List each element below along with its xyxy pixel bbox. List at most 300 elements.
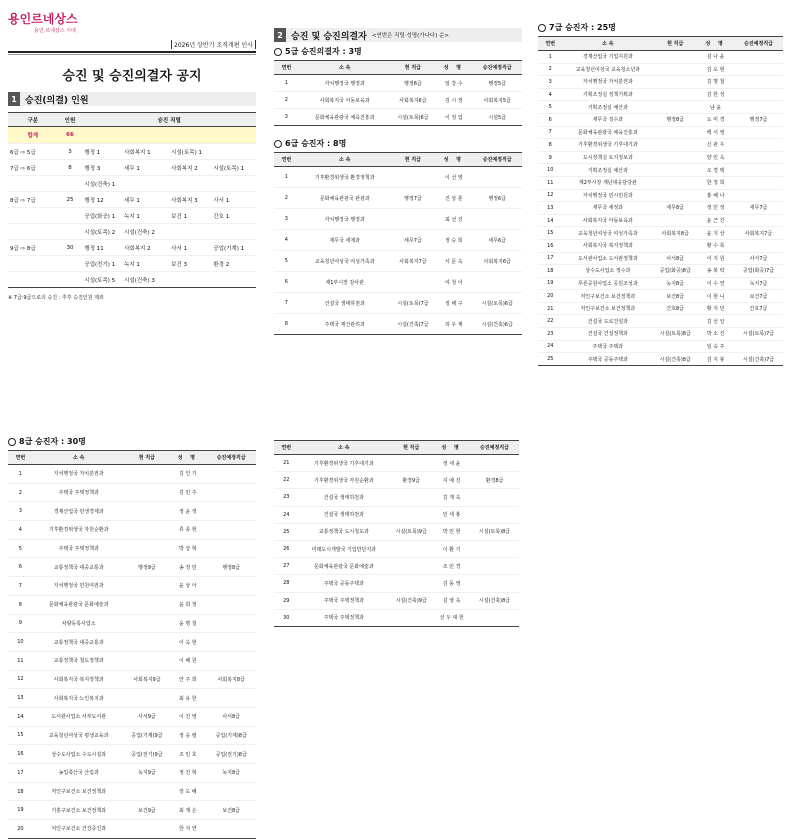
row-dept: 자치행정국 자치분권과 [33, 465, 125, 484]
row-name: 김 동 영 [433, 575, 470, 592]
row-target [470, 575, 519, 592]
row-name: 이 진 영 [169, 707, 206, 726]
row-target: 공업(전기)8급 [206, 745, 256, 764]
row-target: 행정6급 [472, 188, 522, 209]
row-grade [125, 614, 170, 633]
row-no: 7 [8, 577, 33, 596]
table-row [274, 92, 522, 109]
grade5-grade6-page [274, 28, 522, 368]
row-dept: 자치행정국 민시민원과 [563, 189, 654, 202]
row-grade [653, 189, 697, 202]
row-no: 4 [274, 230, 299, 251]
row-dept: 미래도시개발국 기업반단지과 [299, 540, 390, 557]
row-target: 사서8급 [206, 707, 256, 726]
row-grade [653, 239, 697, 252]
row-grade [391, 272, 436, 293]
col-grade: 현 직급 [125, 451, 170, 465]
row-name: 윤 지 상 [697, 227, 734, 240]
table-row [274, 609, 519, 626]
row-target: 녹지7급 [734, 277, 783, 290]
row-no: 5 [538, 101, 563, 114]
row-name: 신 관 우 [697, 139, 734, 152]
summary-grade: 9급 ⇨ 8급 [8, 240, 58, 256]
row-target: 사회복지6급 [472, 251, 522, 272]
row-grade [653, 176, 697, 189]
row-target [206, 577, 256, 596]
table-row [274, 209, 522, 230]
row-no: 2 [274, 188, 299, 209]
row-name: 박 민 현 [433, 523, 470, 540]
row-no: 21 [274, 455, 299, 472]
row-name: 임 강 수 [435, 75, 472, 92]
summary-position: 시설(토목) 5 [82, 272, 122, 288]
row-no: 16 [8, 745, 33, 764]
row-no: 21 [538, 302, 563, 315]
summary-position: 녹지 1 [122, 256, 169, 272]
row-grade [653, 164, 697, 177]
row-name: 홍 혜 나 [697, 189, 734, 202]
col-no: 연번 [274, 153, 299, 167]
row-grade [125, 595, 170, 614]
row-grade [653, 88, 697, 101]
summary-count: 3 [58, 144, 83, 160]
row-target: 시설(토목)7급 [734, 328, 783, 341]
summary-position: 녹지 1 [122, 208, 169, 224]
table-row [274, 523, 519, 540]
grade5-table [274, 60, 522, 126]
table-row [538, 214, 783, 227]
row-name: 남 윤 [697, 101, 734, 114]
table-row [538, 88, 783, 101]
row-name: 장 도 혜 [169, 782, 206, 801]
row-dept: 제1부시장 감사관 [299, 272, 391, 293]
table-row [8, 483, 256, 502]
row-target [734, 88, 783, 101]
row-grade: 시설(토목)8급 [653, 328, 697, 341]
summary-position: 사서 1 [169, 240, 211, 256]
row-no: 15 [8, 726, 33, 745]
row-dept: 주택국 공동주택과 [299, 575, 390, 592]
table-row [8, 595, 256, 614]
total-label: 합계 [8, 127, 58, 144]
row-grade [653, 315, 697, 328]
table-row [274, 109, 522, 126]
summary-row [8, 272, 256, 288]
row-name: 황 지 민 [697, 302, 734, 315]
row-name: 서 문 옥 [435, 251, 472, 272]
row-name: 최 선 진 [435, 209, 472, 230]
table-row [274, 314, 522, 335]
row-name: 윤 희 정 [169, 595, 206, 614]
grade7-title: 7급 승진자 : 25명 [549, 23, 616, 32]
row-dept: 기흥구보건소 보건정책과 [33, 801, 125, 820]
row-target: 공업(기계)8급 [206, 726, 256, 745]
row-no: 3 [538, 76, 563, 89]
row-name: 정 응 렬 [169, 726, 206, 745]
row-dept: 주택국 공동주택과 [563, 353, 654, 366]
row-dept: 교통정책국 도시철도과 [299, 523, 390, 540]
row-dept: 자치행정국 자치분권과 [563, 76, 654, 89]
row-no: 1 [8, 465, 33, 484]
row-name: 지 예 진 [433, 472, 470, 489]
row-target [734, 189, 783, 202]
summary-count: 30 [58, 240, 83, 256]
row-grade [125, 502, 170, 521]
table-row [274, 472, 519, 489]
col-name: 성 명 [435, 61, 472, 75]
table-row [538, 139, 783, 152]
logo: 용인르네상스 [8, 12, 78, 26]
row-target [470, 455, 519, 472]
row-no: 27 [274, 558, 299, 575]
col-no: 연번 [538, 37, 563, 51]
row-dept: 재무국 세계과 [299, 230, 391, 251]
col-target: 승진예정직급 [734, 37, 783, 51]
row-grade: 공업(전기)9급 [125, 745, 170, 764]
row-no: 13 [8, 689, 33, 708]
row-grade [389, 575, 433, 592]
row-grade [653, 139, 697, 152]
row-target: 보건8급 [206, 801, 256, 820]
row-no: 2 [8, 483, 33, 502]
col-grade: 현 직급 [389, 441, 433, 455]
col-dept: 소 속 [563, 37, 654, 51]
row-no: 17 [538, 252, 563, 265]
row-name: 이 선 영 [435, 167, 472, 188]
row-name: 황 수 목 [697, 239, 734, 252]
row-dept: 교육청년여성국 교육청소년과 [563, 63, 654, 76]
row-target [206, 689, 256, 708]
row-dept: 농업축산국 산림과 [33, 764, 125, 783]
summary-row [8, 176, 256, 192]
row-target [734, 340, 783, 353]
grade8-page-1 [8, 436, 256, 833]
row-dept: 도서관사업소 서부도서관 [33, 707, 125, 726]
row-dept: 푸른공원사업소 공원조성과 [563, 277, 654, 290]
row-grade [391, 167, 436, 188]
row-no: 11 [8, 651, 33, 670]
row-no: 29 [274, 592, 299, 609]
row-target [206, 595, 256, 614]
col-target: 승진예정직급 [206, 451, 256, 465]
row-dept: 교육청년여성국 여성가족과 [299, 251, 391, 272]
summary-position [211, 272, 256, 288]
row-name: 허 우 계 [435, 314, 472, 335]
row-grade: 환경9급 [389, 472, 433, 489]
row-dept: 교통정책국 대중교통과 [33, 633, 125, 652]
table-row [538, 227, 783, 240]
table-row [538, 151, 783, 164]
summary-row [8, 240, 256, 256]
row-no: 3 [274, 209, 299, 230]
row-name: 백 서 영 [697, 126, 734, 139]
row-dept: 건설국 생태하천과 [299, 293, 391, 314]
summary-row [8, 224, 256, 240]
row-no: 23 [274, 489, 299, 506]
table-row [8, 782, 256, 801]
row-target [206, 820, 256, 839]
header-grade: 구분 [8, 113, 58, 127]
row-dept: 교육청년여성국 평생교육과 [33, 726, 125, 745]
table-row [8, 726, 256, 745]
table-row [8, 502, 256, 521]
table-row [274, 75, 522, 92]
row-target [206, 633, 256, 652]
row-name: 이 혜 원 [169, 651, 206, 670]
col-dept: 소 속 [299, 153, 391, 167]
table-row [274, 489, 519, 506]
row-target [734, 239, 783, 252]
row-no: 13 [538, 202, 563, 215]
table-row [538, 315, 783, 328]
row-dept: 자치행정국 행정과 [299, 209, 391, 230]
row-name: 윤 상 아 [169, 577, 206, 596]
row-grade [653, 63, 697, 76]
row-grade: 보건9급 [125, 801, 170, 820]
summary-count [58, 224, 83, 240]
row-target: 환경8급 [470, 472, 519, 489]
row-grade: 녹지8급 [653, 277, 697, 290]
row-dept: 기획조정실 예산과 [563, 101, 654, 114]
summary-position: 간호 1 [211, 208, 256, 224]
row-no: 16 [538, 239, 563, 252]
row-no: 11 [538, 176, 563, 189]
summary-position: 시설(토목) 1 [211, 160, 256, 176]
section-title: 승진(의결) 인원 [25, 95, 89, 106]
row-dept: 주택국 주택정책과 [299, 609, 390, 626]
row-target: 행정5급 [472, 75, 522, 92]
row-name: 정 승 희 [435, 230, 472, 251]
row-grade: 행정7급 [391, 188, 436, 209]
row-dept: 주택국 주택정책과 [33, 483, 125, 502]
summary-count: 8 [58, 160, 83, 176]
table-row [8, 670, 256, 689]
row-name: 이 정 업 [435, 109, 472, 126]
row-grade: 사서8급 [653, 252, 697, 265]
row-dept: 재무국 세정과 [563, 202, 654, 215]
table-row [538, 63, 783, 76]
summary-position [211, 176, 256, 192]
table-row [538, 265, 783, 278]
row-no: 12 [538, 189, 563, 202]
summary-position: 시설(토목) 1 [169, 144, 211, 160]
row-name: 민 세 홍 [433, 506, 470, 523]
logo-subtitle: 용인 르네상스 시대 [34, 28, 76, 34]
row-grade: 세무7급 [391, 230, 436, 251]
row-target [734, 51, 783, 64]
summary-page [8, 8, 256, 366]
row-name: 김 명 철 [697, 76, 734, 89]
row-no: 1 [274, 167, 299, 188]
row-dept: 상수도사업소 정수과 [563, 265, 654, 278]
summary-row [8, 144, 256, 160]
grade6-table [274, 152, 522, 335]
row-no: 3 [8, 502, 33, 521]
row-grade [391, 209, 436, 230]
row-no: 12 [8, 670, 33, 689]
row-dept: 처인구보건소 보건정책과 [33, 782, 125, 801]
row-target [206, 502, 256, 521]
row-target: 보건7급 [734, 290, 783, 303]
row-name: 김 도 현 [697, 63, 734, 76]
row-name: 한 지 연 [169, 820, 206, 839]
col-name: 성 명 [169, 451, 206, 465]
row-dept: 교통정책국 대중교통과 [33, 558, 125, 577]
row-grade [125, 633, 170, 652]
header-count: 인원 [58, 113, 83, 127]
circle-bullet-icon [274, 140, 282, 148]
table-row [538, 76, 783, 89]
summary-position: 사회복지 2 [122, 240, 169, 256]
table-row [274, 188, 522, 209]
row-no: 26 [274, 540, 299, 557]
row-no: 17 [8, 764, 33, 783]
row-target: 행정7급 [734, 113, 783, 126]
row-grade [125, 782, 170, 801]
row-dept: 건설국 건설정책과 [563, 328, 654, 341]
row-no: 8 [8, 595, 33, 614]
row-target [734, 151, 783, 164]
row-no: 8 [274, 314, 299, 335]
row-dept: 사회복지국 복지정책과 [33, 670, 125, 689]
row-target: 시설(건축)7급 [734, 353, 783, 366]
row-dept: 사회복지국 아동보육과 [563, 214, 654, 227]
row-no: 1 [538, 51, 563, 64]
row-name: 김 재 욱 [433, 489, 470, 506]
table-row [274, 230, 522, 251]
notice-label: 2026년 상반기 조직개편 인사 [171, 40, 256, 49]
row-name: 선 우 대 헌 [433, 609, 470, 626]
summary-position: 시설(토목) 2 [82, 224, 122, 240]
row-target [206, 465, 256, 484]
summary-position: 보건 1 [169, 208, 211, 224]
row-dept: 경제산업국 기업지원과 [563, 51, 654, 64]
row-dept: 문화체육관광국 체육진흥과 [563, 126, 654, 139]
row-grade [653, 340, 697, 353]
row-no: 24 [538, 340, 563, 353]
row-no: 14 [8, 707, 33, 726]
row-name: 양 민 옥 [697, 151, 734, 164]
table-row [274, 455, 519, 472]
row-no: 14 [538, 214, 563, 227]
summary-position: 행정 3 [82, 160, 122, 176]
summary-grade [8, 208, 58, 224]
row-name: 정 진 혁 [169, 764, 206, 783]
row-grade [653, 76, 697, 89]
summary-position: 시설(건축) 3 [122, 272, 169, 288]
row-target: 사서7급 [734, 252, 783, 265]
row-dept: 제2부시장 재난대응담당관 [563, 176, 654, 189]
table-row [538, 189, 783, 202]
table-row [538, 113, 783, 126]
summary-count [58, 272, 83, 288]
row-grade [125, 483, 170, 502]
row-grade [389, 609, 433, 626]
row-grade [389, 506, 433, 523]
row-no: 15 [538, 227, 563, 240]
row-dept: 도서관사업소 도서관정책과 [563, 252, 654, 265]
grade8-table-part2 [274, 440, 519, 627]
summary-position: 사회복지 1 [122, 144, 169, 160]
col-dept: 소 속 [299, 61, 391, 75]
section-title: 승진 및 승진의결자 [291, 31, 367, 42]
row-dept: 문화체육관광국 문화예술과 [33, 595, 125, 614]
col-dept: 소 속 [33, 451, 125, 465]
summary-position: 행정 12 [82, 192, 122, 208]
row-no: 6 [8, 558, 33, 577]
grade7-page [538, 22, 783, 374]
row-target [734, 315, 783, 328]
row-name: 임 숙 주 [697, 340, 734, 353]
row-no: 20 [538, 290, 563, 303]
row-target [470, 489, 519, 506]
row-grade: 시설(건축)7급 [391, 314, 436, 335]
row-target: 시설(토목)6급 [472, 293, 522, 314]
row-target [734, 176, 783, 189]
table-row [538, 353, 783, 366]
table-row [274, 540, 519, 557]
table-row [538, 340, 783, 353]
table-row [538, 252, 783, 265]
row-name: 정 해 구 [435, 293, 472, 314]
row-target [734, 164, 783, 177]
row-no: 22 [274, 472, 299, 489]
col-name: 성 명 [433, 441, 470, 455]
row-dept: 교육청년여성국 여성가족과 [563, 227, 654, 240]
row-target: 세무7급 [734, 202, 783, 215]
table-row [538, 126, 783, 139]
summary-count [58, 176, 83, 192]
row-name: 윤 명 철 [169, 614, 206, 633]
row-dept: 사회복지국 아동보육과 [299, 92, 391, 109]
summary-position: 공업(화공) 1 [82, 208, 122, 224]
row-grade [389, 558, 433, 575]
table-row [8, 651, 256, 670]
table-row [538, 176, 783, 189]
summary-count [58, 208, 83, 224]
table-row [538, 164, 783, 177]
row-name: 도 미 경 [697, 113, 734, 126]
row-dept: 기후환경위생국 환경정책과 [299, 167, 391, 188]
row-name: 정 윤 정 [169, 502, 206, 521]
row-no: 19 [538, 277, 563, 290]
row-grade: 시설(토목)9급 [389, 523, 433, 540]
row-target: 녹지8급 [206, 764, 256, 783]
section-note: <연번은 직렬·성명(가나다) 순> [371, 33, 450, 39]
row-name: 이 환 기 [433, 540, 470, 557]
row-grade: 사회복지6급 [391, 92, 436, 109]
grade8-table-part1 [8, 450, 256, 839]
row-dept: 재무국 징수과 [563, 113, 654, 126]
summary-row [8, 256, 256, 272]
summary-position: 사서 1 [211, 192, 256, 208]
summary-position: 세무 1 [122, 160, 169, 176]
row-grade [389, 455, 433, 472]
summary-position [169, 176, 211, 192]
row-dept: 기후환경위생국 자원순환과 [299, 472, 390, 489]
summary-count: 25 [58, 192, 83, 208]
section-header [8, 92, 256, 106]
row-target: 시설(토목)8급 [470, 523, 519, 540]
summary-position [122, 176, 169, 192]
col-name: 성 명 [435, 153, 472, 167]
summary-table [8, 112, 256, 288]
grade8-page-2 [274, 440, 519, 622]
row-grade [125, 577, 170, 596]
table-row [8, 577, 256, 596]
section-number: 2 [274, 28, 286, 42]
row-dept: 기획조정실 정책기획과 [563, 88, 654, 101]
